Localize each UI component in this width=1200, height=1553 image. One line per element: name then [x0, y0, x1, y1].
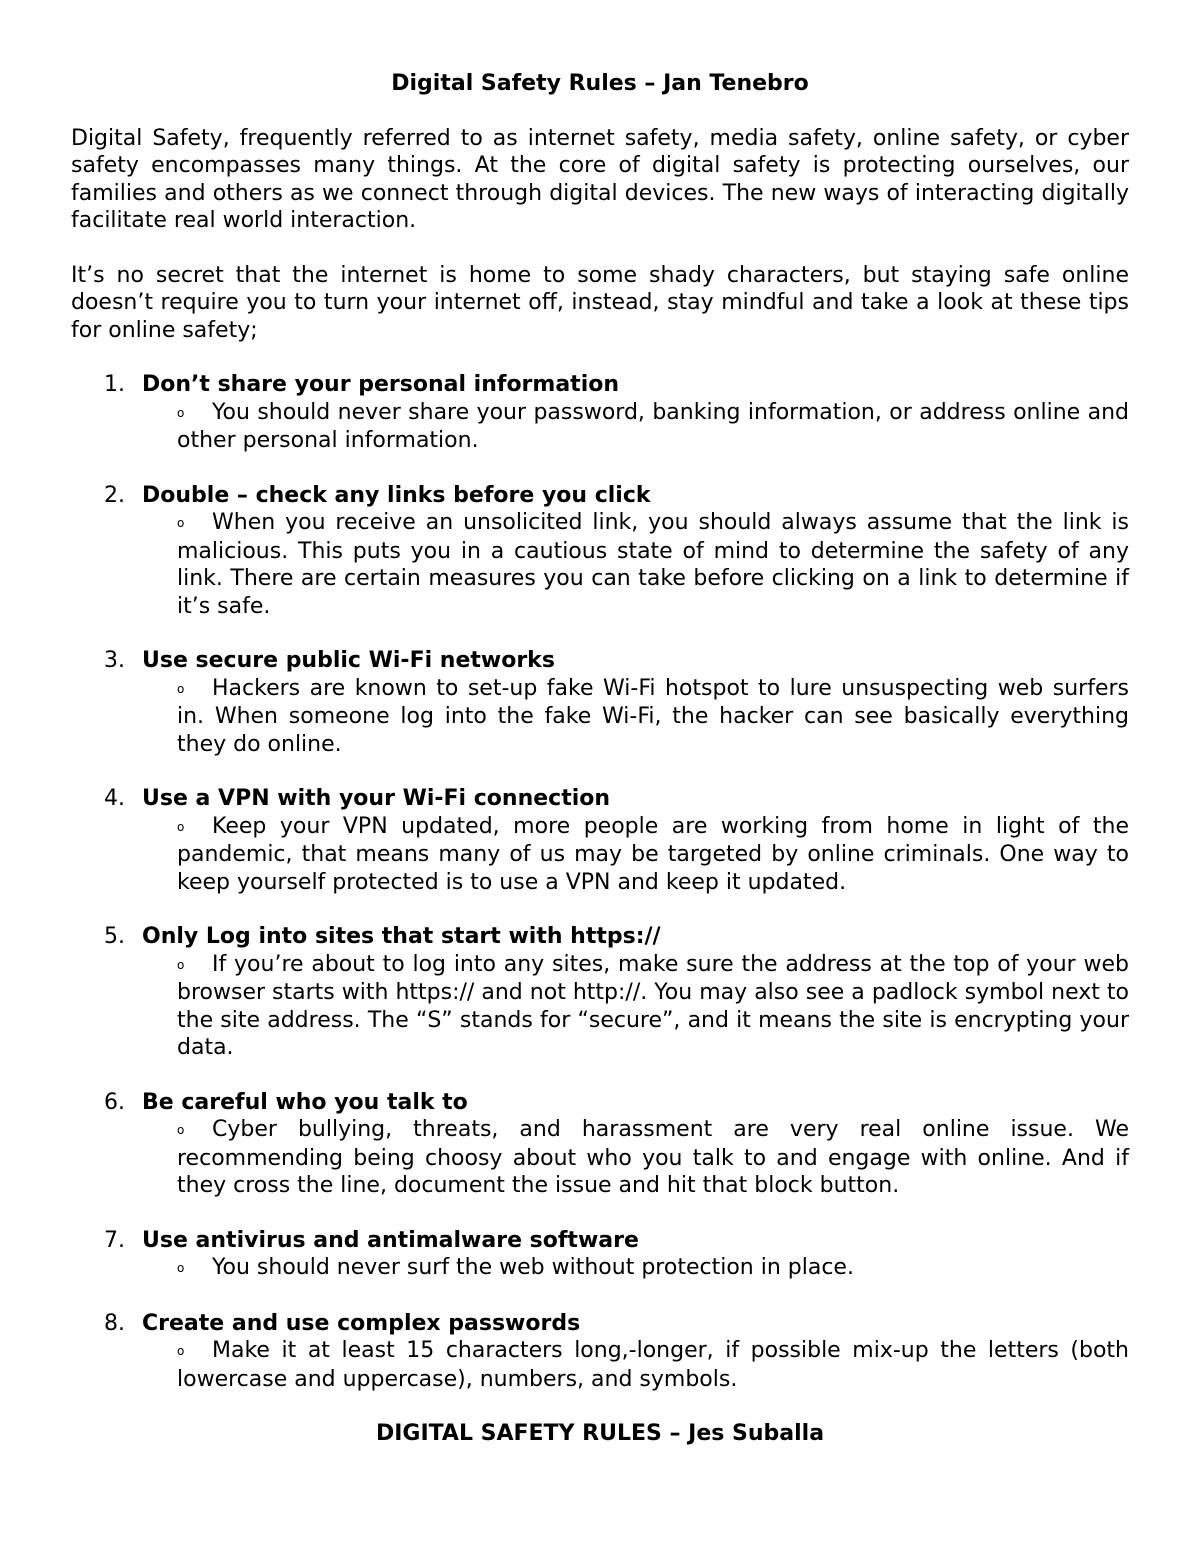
bullet-circle-icon: o [177, 681, 185, 696]
rule-number: 3. [104, 648, 125, 673]
intro-paragraph-1: Digital Safety, frequently referred to as internet safety, media safety, online safety, or cyber safety encompasses many things. At the core of digital safety is protecting ourselves, our families and others as we connect through digital devices. The new ways of interacting digitally facilitate real world interaction. [71, 125, 1129, 233]
document-page [71, 70, 1129, 1448]
rule-heading [71, 482, 1129, 510]
rule-number: 2. [104, 482, 125, 508]
rule-description [71, 951, 1129, 1062]
rule-item [71, 923, 1129, 1062]
bullet-circle-icon: o [177, 1344, 185, 1358]
rule-text: You should never share your password, banking information, or address online and other personal information. [177, 399, 1129, 453]
rule-item [71, 647, 1129, 758]
rule-title: Use antivirus and antimalware software [142, 1227, 639, 1253]
bullet-circle-icon: o [177, 1123, 185, 1137]
rule-description [71, 675, 1129, 759]
rule-heading [71, 647, 1129, 675]
rule-number: 7. [104, 1227, 125, 1253]
bullet-circle-icon: o [177, 957, 185, 972]
rule-description [71, 1337, 1129, 1393]
rule-item [71, 482, 1129, 621]
rule-item [71, 1310, 1129, 1394]
rule-heading [71, 1310, 1129, 1338]
rule-title: Be careful who you talk to [142, 1089, 468, 1115]
rule-item [71, 371, 1129, 455]
bullet-circle-icon: o [177, 405, 185, 420]
rule-text: Cyber bullying, threats, and harassment are very real online issue. We recommending being choosy about who you talk to and engage with online. And if they cross the line, document the issue and hit that block button. [177, 1117, 1129, 1198]
rule-text: Hackers are known to set-up fake Wi-Fi hotspot to lure unsuspecting web surfers in. When someone log into the fake Wi-Fi, the hacker can see basically everything they do online. [177, 675, 1129, 757]
rule-item [71, 1227, 1129, 1283]
rule-heading [71, 785, 1129, 813]
rule-text: You should never surf the web without protection in place. [212, 1255, 854, 1280]
rule-text: Make it at least 15 characters long,-longer, if possible mix-up the letters (both lowercase and uppercase), numbers, and symbols. [177, 1338, 1129, 1392]
rule-text: Keep your VPN updated, more people are working from home in light of the pandemic, that means many of us may be targeted by online criminals. One way to keep yourself protected is to use a VPN and keep it updated. [177, 813, 1129, 895]
rule-title: Use a VPN with your Wi-Fi connection [142, 786, 611, 811]
bullet-circle-icon: o [177, 819, 185, 834]
rule-title: Use secure public Wi-Fi networks [142, 648, 555, 673]
rule-number: 5. [104, 924, 125, 949]
rule-description [71, 1116, 1129, 1200]
rule-number: 8. [104, 1310, 125, 1336]
rule-heading [71, 1227, 1129, 1255]
rule-heading [71, 1089, 1129, 1117]
rule-description [71, 399, 1129, 455]
bullet-circle-icon: o [177, 1261, 185, 1275]
rule-title: Don’t share your personal information [142, 372, 620, 397]
rule-text: When you receive an unsolicited link, you should always assume that the link is malicious. This puts you in a cautious state of mind to determine the safety of any link. There are certain measures you can take before clicking on a link to determine if it’s safe. [177, 510, 1129, 619]
rule-number: 1. [104, 372, 125, 397]
rule-text: If you’re about to log into any sites, make sure the address at the top of your web browser starts with https:// and not http://. You may also see a padlock symbol next to the site address. The “S” stands for “secure”, and it means the site is encrypting your data. [177, 951, 1129, 1060]
rule-heading [71, 371, 1129, 399]
rule-heading [71, 923, 1129, 951]
rule-item [71, 785, 1129, 896]
rule-number: 4. [104, 786, 125, 811]
rules-list [71, 371, 1129, 1393]
rule-description [71, 509, 1129, 620]
rule-number: 6. [104, 1089, 125, 1115]
bullet-circle-icon: o [177, 516, 185, 530]
second-document-title: DIGITAL SAFETY RULES – Jes Suballa [375, 1421, 825, 1446]
rule-title: Create and use complex passwords [142, 1310, 581, 1336]
intro-paragraph-2: It’s no secret that the internet is home to some shady characters, but staying safe online doesn’t require you to turn your internet off, instead, stay mindful and take a look at these tips for online safety; [71, 262, 1129, 343]
rule-description [71, 1254, 1129, 1283]
document-title: Digital Safety Rules – Jan Tenebro [391, 71, 809, 96]
rule-title: Only Log into sites that start with https:// [142, 924, 661, 949]
rule-description [71, 813, 1129, 897]
rule-item [71, 1089, 1129, 1200]
rule-title: Double – check any links before you click [142, 482, 651, 508]
